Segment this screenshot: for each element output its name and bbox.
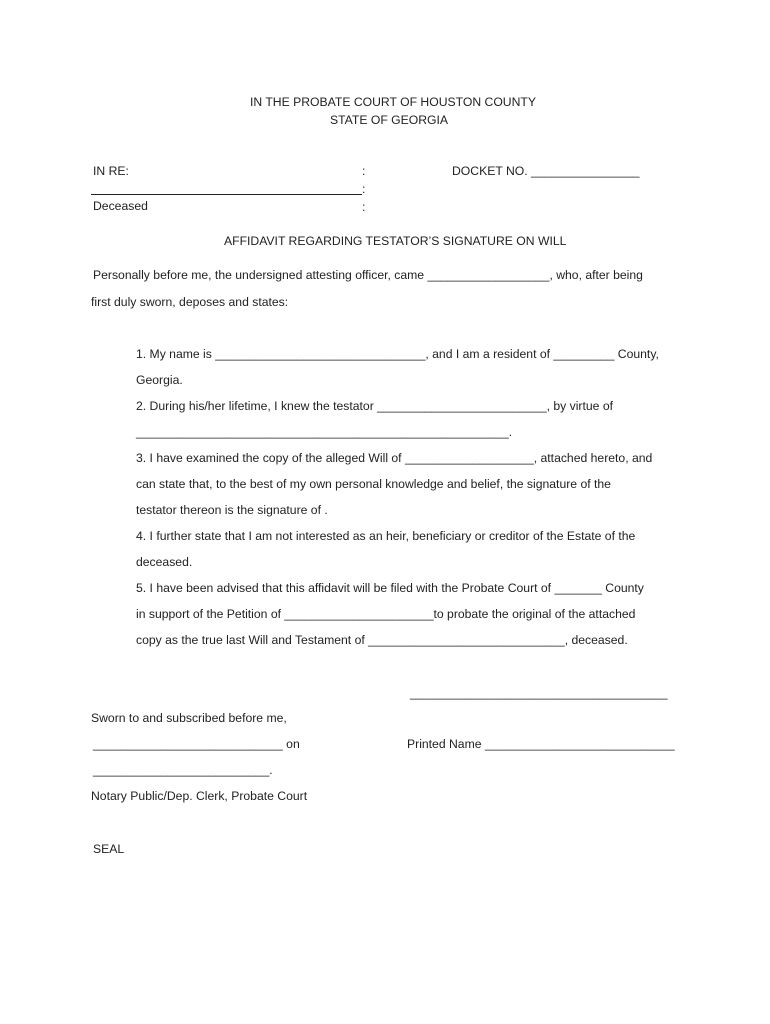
statement-1-line: Georgia. — [136, 373, 183, 387]
notary-title: Notary Public/Dep. Clerk, Probate Court — [91, 789, 308, 803]
sworn-statement: Sworn to and subscribed before me, — [91, 711, 287, 725]
caption-colon: : — [362, 200, 366, 214]
caption-colon: : — [362, 182, 366, 196]
printed-name-field: Printed Name ____________________________ — [407, 737, 675, 751]
docket-number: DOCKET NO. ________________ — [452, 164, 640, 178]
statement-4-line: 4. I further state that I am not interested as an heir, beneficiary or creditor of the Estate of the — [136, 529, 636, 543]
seal-label: SEAL — [93, 842, 125, 856]
statement-5-line: copy as the true last Will and Testament of _____________________________, deceased. — [136, 633, 628, 647]
sworn-date-line: ____________________________ on — [93, 737, 300, 751]
document-title: AFFIDAVIT REGARDING TESTATOR’S SIGNATURE ON WILL — [224, 234, 567, 248]
court-heading: IN THE PROBATE COURT OF HOUSTON COUNTY — [250, 95, 536, 109]
signature-line: ______________________________________ — [410, 686, 668, 700]
intro-line: first duly sworn, deposes and states: — [91, 295, 289, 309]
statement-3-line: 3. I have examined the copy of the alleged Will of ___________________, attached hereto, and — [136, 451, 653, 465]
in-re-label: IN RE: — [93, 164, 129, 178]
sworn-year-line: __________________________. — [93, 763, 273, 777]
statement-3-line: testator thereon is the signature of . — [136, 503, 328, 517]
statement-2-line: 2. During his/her lifetime, I knew the testator _________________________, by virtue of — [136, 399, 613, 413]
intro-line: Personally before me, the undersigned attesting officer, came __________________, who, after being — [93, 268, 643, 282]
deceased-label: Deceased — [93, 199, 148, 213]
statement-5-line: 5. I have been advised that this affidavit will be filed with the Probate Court of _______ County — [136, 581, 644, 595]
statement-1-line: 1. My name is _______________________________, and I am a resident of _________ County, — [136, 347, 659, 361]
statement-2-line: _______________________________________________________. — [136, 425, 513, 439]
statement-3-line: can state that, to the best of my own personal knowledge and belief, the signature of the — [136, 477, 611, 491]
caption-colon: : — [362, 164, 366, 178]
statement-4-line: deceased. — [136, 555, 193, 569]
state-heading: STATE OF GEORGIA — [330, 113, 449, 127]
estate-name-line — [91, 194, 362, 195]
statement-5-line: in support of the Petition of ______________________to probate the original of the attached — [136, 607, 636, 621]
